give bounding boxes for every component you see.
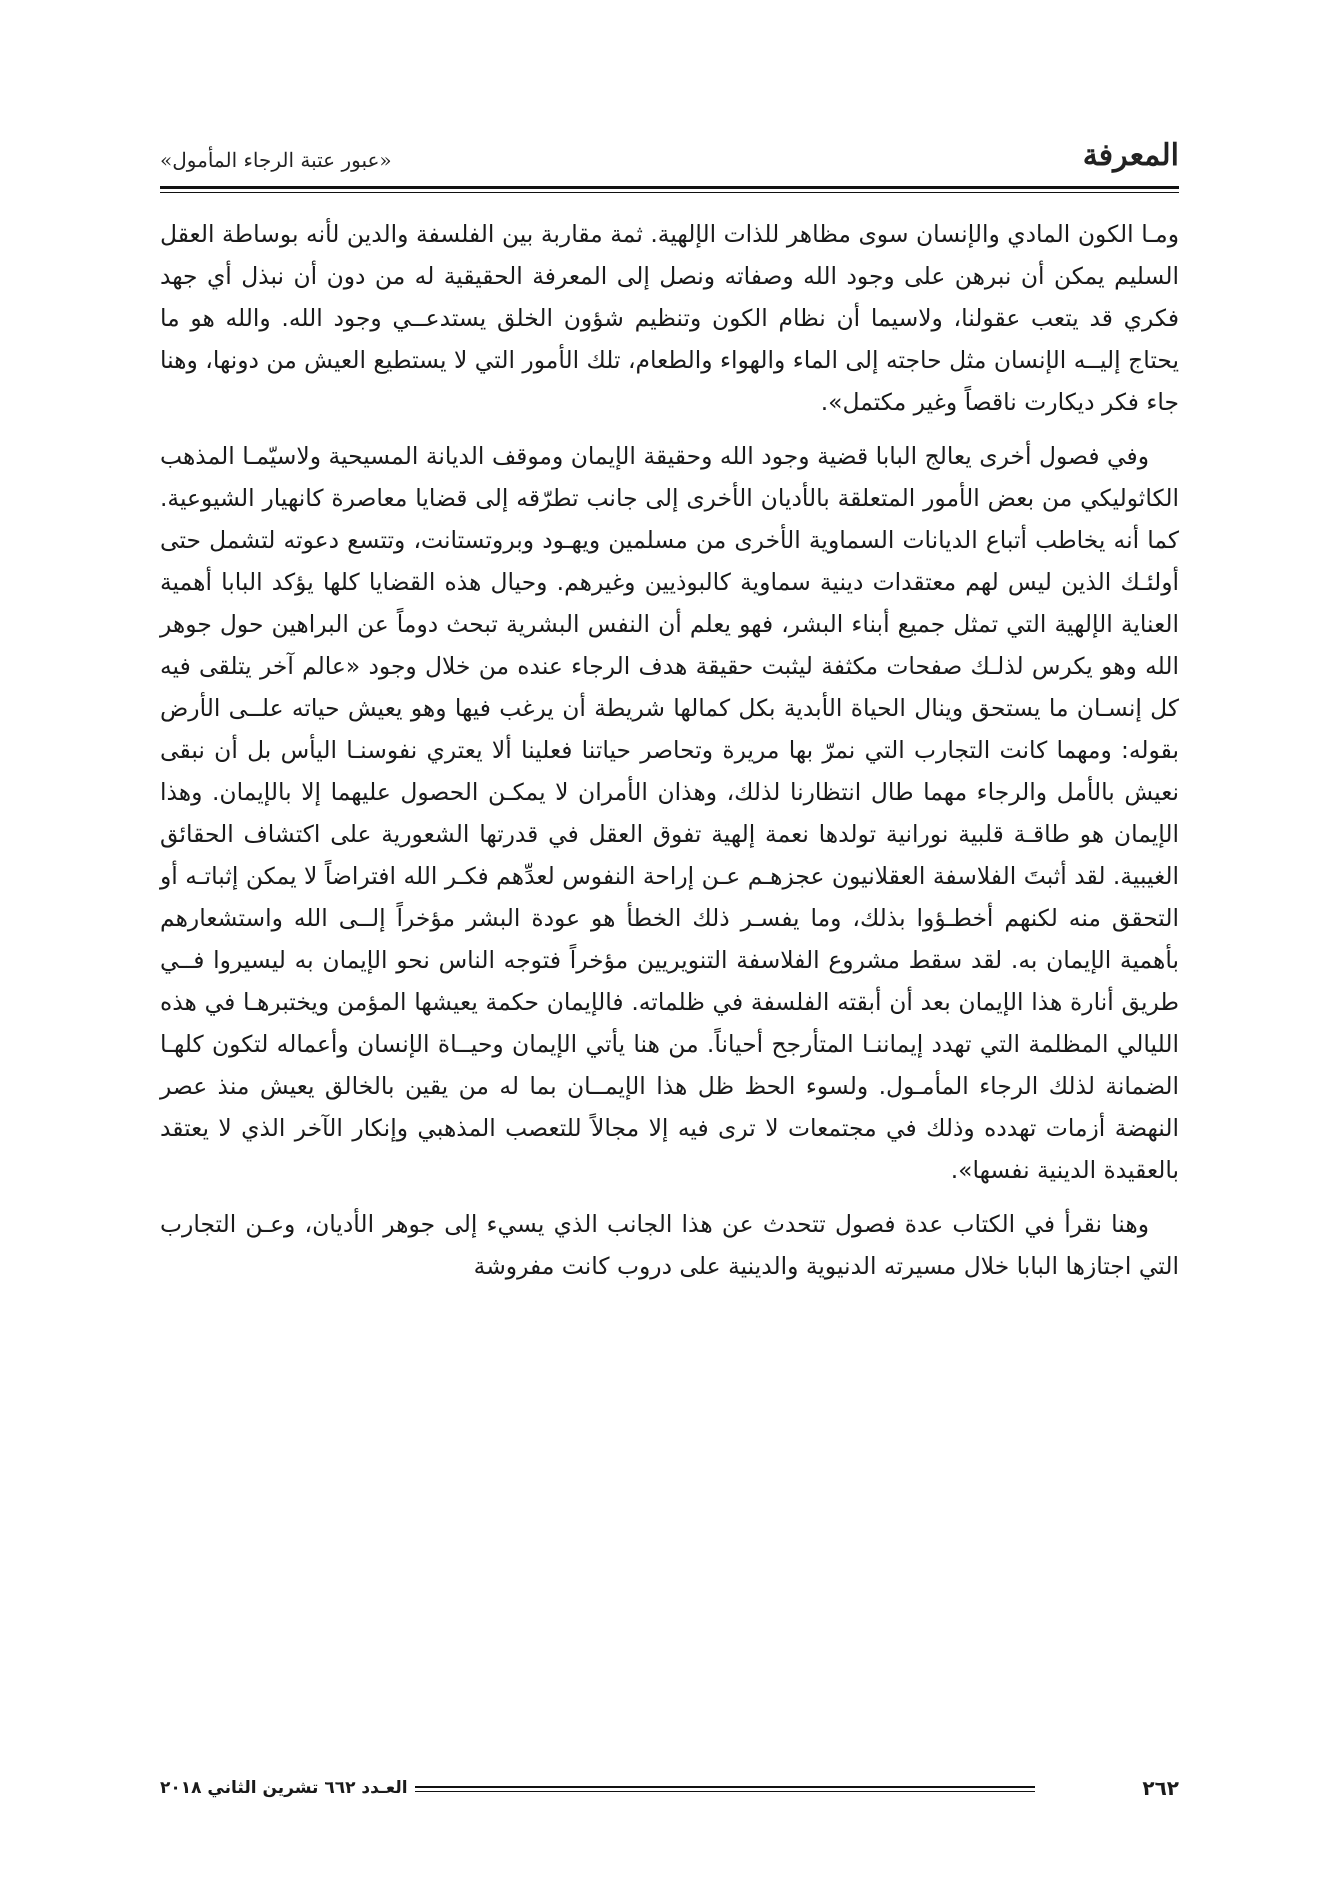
page-number: ٢٦٢ <box>1142 1776 1179 1800</box>
article-body <box>160 213 1179 1299</box>
issue-info: العـدد ٦٦٢ تشرين الثاني ٢٠١٨ <box>160 1778 408 1798</box>
paragraph-3: وهنا نقرأ في الكتاب عدة فصول تتحدث عن هذا الجانب الذي يسيء إلى جوهر الأديان، وعـن التجارب التي اجتازها البابا خلال مسيرته الدنيوية والدينية على دروب كانت مفروشة <box>160 1210 1179 1280</box>
header-rule-thin <box>160 192 1179 193</box>
header-rule-thick <box>160 186 1179 189</box>
paragraph-1: ومـا الكون المادي والإنسان سوى مظاهر للذات الإلهية. ثمة مقاربة بين الفلسفة والدين لأنه بوساطة العقل السليم يمكن أن نبرهن على وجود الله وصفاته ونصل إلى المعرفة الحقيقية له من دون أن نبذل أي جهد فكري قد يتعب عقولنا، ولاسيما أن نظام الكون وتنظيم شؤون الخلق يستدعــي وجود الله. والله هو ما يحتاج إليــه الإنسان مثل حاجته إلى الماء والهواء والطعام، تلك الأمور التي لا يستطيع العيش من دونها، وهنا جاء فكر ديكارت ناقصاً وغير مكتمل». <box>160 220 1179 416</box>
paragraph-2: وفي فصول أخرى يعالج البابا قضية وجود الله وحقيقة الإيمان وموقف الديانة المسيحية ولاسيّمـا المذهب الكاثوليكي من بعض الأمور المتعلقة بالأديان الأخرى إلى جانب تطرّقه إلى قضايا معاصرة كانهيار الشيوعية. كما أنه يخاطب أتباع الديانات السماوية الأخرى من مسلمين ويهـود وبروتستانت، وتتسع دعوته لتشمل حتى أولئـك الذين ليس لهم معتقدات دينية سماوية كالبوذيين وغيرهم. وحيال هذه القضايا كلها يؤكد البابا أهمية العناية الإلهية التي تمثل جميع أبناء البشر، فهو يعلم أن النفس البشرية تبحث دوماً عن البراهين حول جوهر الله وهو يكرس لذلـك صفحات مكثفة ليثبت حقيقة هدف الرجاء عنده من خلال وجود «عالم آخر يتلقى فيه كل إنسـان ما يستحق وينال الحياة الأبدية بكل كمالها شريطة أن يرغب فيها وهو يعيش حياته علــى الأرض بقوله: ومهما كانت التجارب التي نمرّ بها مريرة وتحاصر حياتنا فعلينا ألا يعتري نفوسنـا اليأس بل أن نبقى نعيش بالأمل والرجاء مهما طال انتظارنا لذلك، وهذان الأمران لا يمكـن الحصول عليهما إلا بالإيمان. وهذا الإيمان هو طاقـة قلبية نورانية تولدها نعمة إلهية تفوق العقل في قدرتها الشعورية على اكتشاف الحقائق الغيبية. لقد أثبتَ الفلاسفة العقلانيون عجزهـم عـن إراحة النفوس لعدِّهم فكـر الله افتراضاً لا يمكن إثباتـه أو التحقق منه لكنهم أخطـؤوا بذلك، وما يفسـر ذلك الخطأ هو عودة البشر مؤخراً إلــى الله واستشعارهم بأهمية الإيمان به. لقد سقط مشروع الفلاسفة التنويريين مؤخراً فتوجه الناس نحو الإيمان به ليسيروا فــي طريق أنارة هذا الإيمان بعد أن أبقته الفلسفة في ظلماته. فالإيمان حكمة يعيشها المؤمن ويختبرهـا في هذه الليالي المظلمة التي تهدد إيماننـا المتأرجح أحياناً. من هنا يأتي الإيمان وحيــاة الإنسان وأعماله لتكون كلهـا الضمانة لذلك الرجاء المأمـول. ولسوء الحظ ظل هذا الإيمــان بما له من يقين بالخالق يعيش منذ عصر النهضة أزمات تهدده وذلك في مجتمعات لا ترى فيه إلا مجالاً للتعصب المذهبي وإنكار الآخر الذي لا يعتقد بالعقيدة الدينية نفسها». <box>160 442 1179 1184</box>
footer-rule <box>415 1786 1035 1792</box>
journal-logo: المعرفة <box>1082 138 1179 173</box>
running-header-title: «عبور عتبة الرجاء المأمول» <box>160 148 392 172</box>
